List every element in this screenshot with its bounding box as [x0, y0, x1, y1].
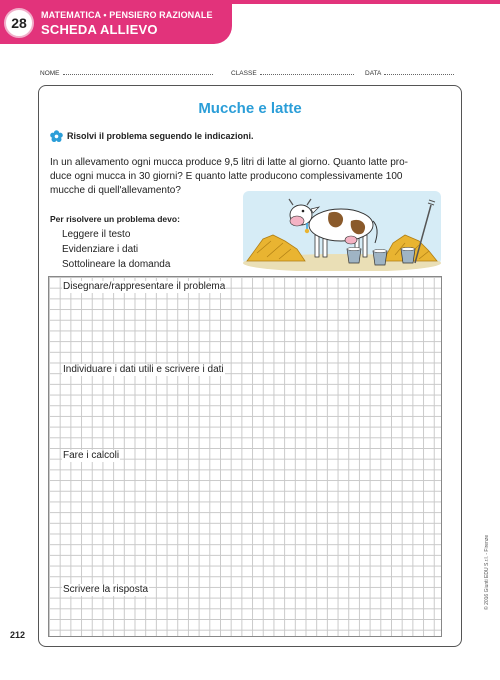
problem-line: mucche di quell'allevamento?: [50, 185, 181, 196]
sheet-type-label: SCHEDA ALLIEVO: [41, 22, 158, 37]
step-underline-question: Sottolineare la domanda: [62, 259, 171, 270]
flower-icon: [50, 130, 63, 142]
name-label: NOME: [40, 70, 60, 77]
copyright-notice: © 2016 Giunti EDU S.r.l. - Firenze: [484, 534, 490, 610]
date-field[interactable]: [365, 68, 454, 77]
subject-label: MATEMATICA • PENSIERO RAZIONALE: [41, 10, 213, 20]
grid-section-represent: Disegnare/rappresentare il problema: [63, 281, 226, 292]
grid-section-answer: Scrivere la risposta: [63, 584, 149, 595]
date-dotted-line: [384, 68, 454, 75]
page-number: 212: [10, 630, 26, 640]
steps-heading: Per risolvere un problema devo:: [50, 214, 180, 224]
step-read-text: Leggere il testo: [62, 229, 131, 240]
class-label: CLASSE: [231, 70, 257, 77]
header-tab: [0, 0, 232, 44]
unit-number-badge: [4, 8, 34, 38]
class-dotted-line: [260, 68, 354, 75]
step-highlight-data: Evidenziare i dati: [62, 244, 139, 255]
problem-line: duce ogni mucca in 30 giorni? E quanto latte producono complessivamente 100: [50, 171, 403, 182]
problem-line: In un allevamento ogni mucca produce 9,5 litri di latte al giorno. Quanto latte pro-: [50, 157, 408, 168]
unit-number: 28: [11, 15, 27, 31]
class-field[interactable]: [231, 68, 354, 77]
grid-section-calculations: Fare i calcoli: [63, 450, 120, 461]
instruction-text: Risolvi il problema seguendo le indicazioni.: [67, 131, 254, 141]
date-label: DATA: [365, 70, 382, 77]
worksheet-title: Mucche e latte: [198, 100, 302, 117]
grid-section-data: Individuare i dati utili e scrivere i dati: [63, 364, 224, 375]
name-field[interactable]: [40, 68, 213, 77]
cow-with-milk-buckets-icon: [243, 191, 441, 271]
name-dotted-line: [63, 68, 213, 75]
